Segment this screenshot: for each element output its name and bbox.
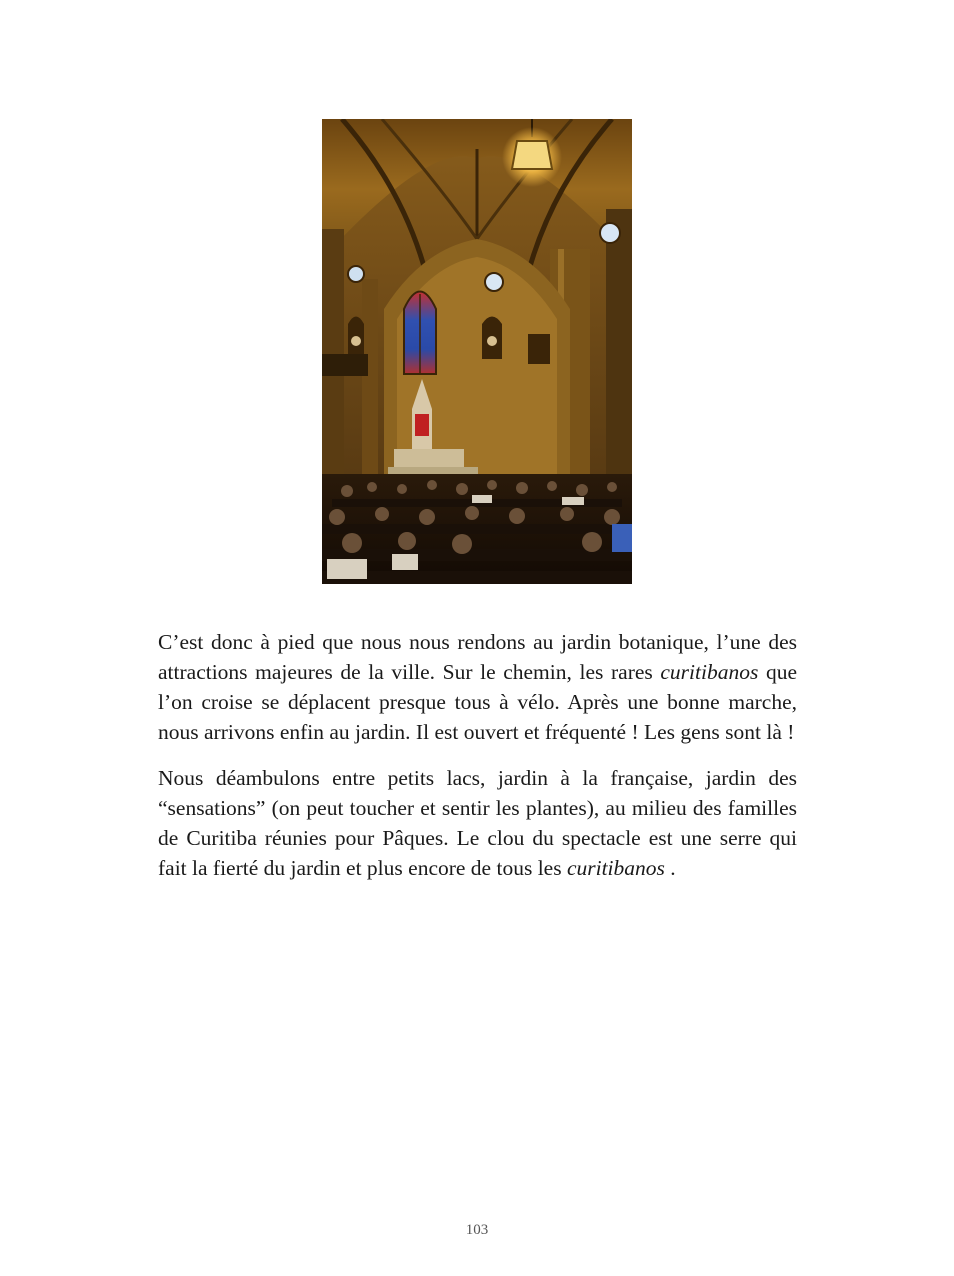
page-number: 103 <box>465 1222 489 1238</box>
paragraph-1-italic-term: curitibanos <box>660 660 759 684</box>
paragraph-2-text-b: . <box>664 856 676 880</box>
paragraph-2 <box>158 763 797 883</box>
cathedral-interior-photo <box>322 119 632 584</box>
paragraph-1-text-b: que l’on croise se déplacent presque tous à vélo. Après une bonne marche, nous arrivons enfin au jardin. Il est ouvert et fréquenté ! Les gens sont là ! <box>158 660 798 744</box>
cathedral-illustration <box>322 119 632 584</box>
body-text <box>158 627 797 899</box>
paragraph-2-text-a: Nous déambulons entre petits lacs, jardin à la française, jardin des “sensations” (on peut toucher et sentir les plantes), au milieu des familles de Curitiba réunies pour Pâques. Le clou du spectacle est une serre qui fait la fierté du jardin et plus encore de tous les <box>158 766 797 880</box>
paragraph-1 <box>158 627 797 747</box>
paragraph-1-text-a: C’est donc à pied que nous nous rendons au jardin botanique, l’une des attractions majeures de la ville. Sur le chemin, les rares <box>158 630 797 684</box>
paragraph-2-italic-term: curitibanos <box>566 856 665 880</box>
